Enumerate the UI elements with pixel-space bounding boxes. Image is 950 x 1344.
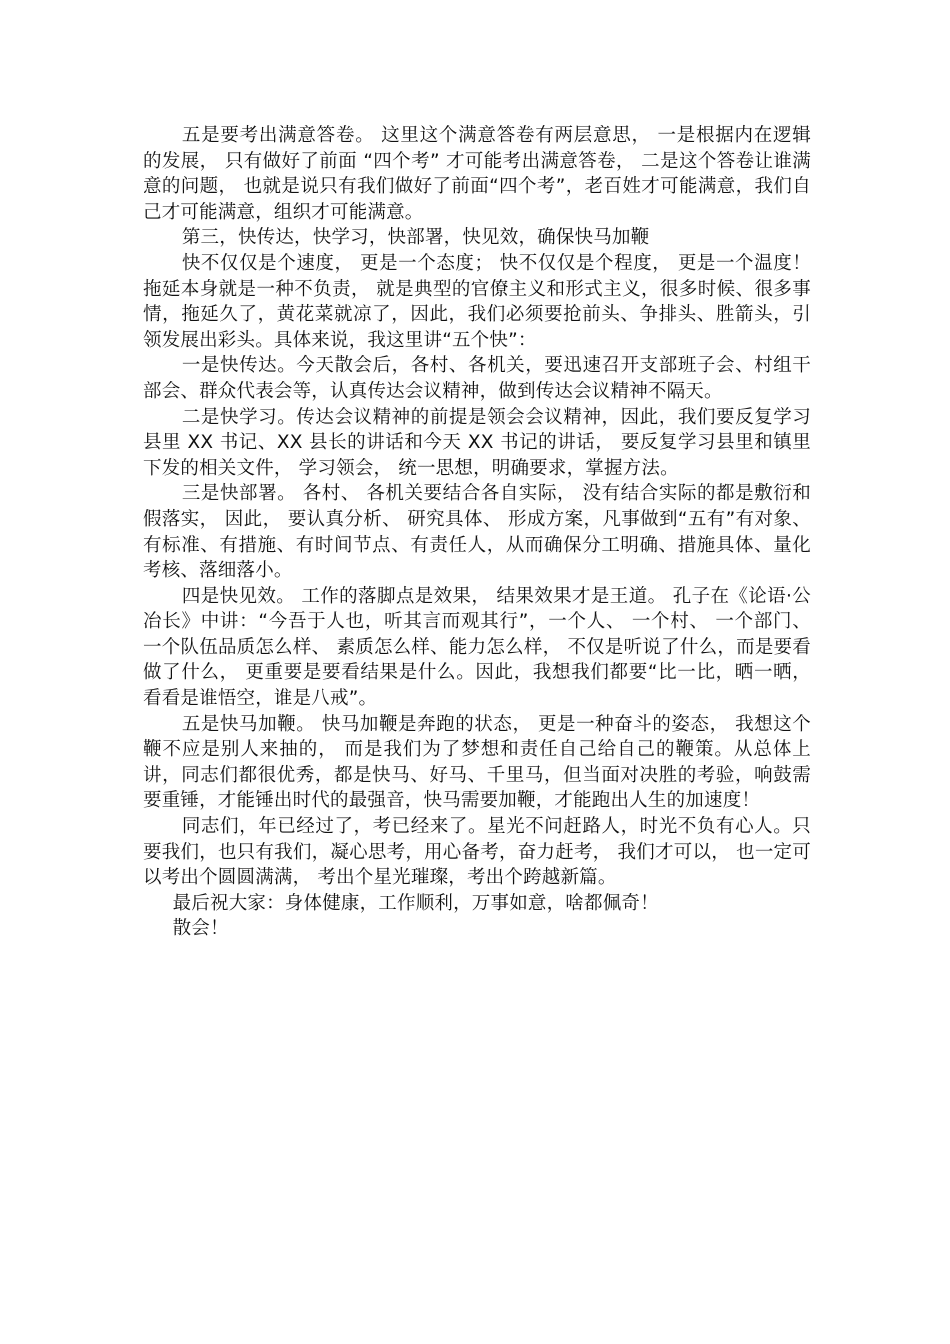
paragraph-meeting-adjourned: 散会！ [172,918,229,940]
paragraph-fast-study: 二是快学习。传达会议精神的前提是领会会议精神，因此，我们要反复学习县里 XX 书记、XX 县长的讲话和今天 XX 书记的讲话， 要反复学习县里和镇里下发的相关文件， 学习领会， 统一思想，明确要求，掌握方法。 [143,406,811,479]
section-heading-three: 第三，快传达，快学习，快部署，快见效，确保快马加鞭 [181,227,650,249]
paragraph-speed-attitude: 快不仅仅是个速度， 更是一个态度； 快不仅仅是个程度， 更是一个温度！ 拖延本身就是一种不负责， 就是典型的官僚主义和形式主义，很多时候、很多事情，拖延久了，黄花菜就凉了，因此，我们必须要抢前头、争排头、胜箭头，引领发展出彩头。具体来说，我这里讲“五个快”： [143,252,811,351]
paragraph-fast-deploy: 三是快部署。 各村、 各机关要结合各自实际， 没有结合实际的都是敷衍和假落实， 因此， 要认真分析、 研究具体、 形成方案，凡事做到“五有”有对象、有标准、有措施、有时间节点、有责任人，从而确保分工明确、措施具体、量化考核、落细落小。 [143,483,811,582]
paragraph-closing-wishes: 最后祝大家：身体健康，工作顺利，万事如意，啥都佩奇！ [172,892,659,914]
paragraph-comrades: 同志们，年已经过了，考已经来了。星光不问赶路人，时光不负有心人。只要我们，也只有我们，凝心思考，用心备考，奋力赶考， 我们才可以， 也一定可以考出个圆圆满满， 考出个星光璀璨，考出个跨越新篇。 [143,816,811,889]
paragraph-satisfactory-answer: 五是要考出满意答卷。 这里这个满意答卷有两层意思， 一是根据内在逻辑的发展， 只有做好了前面 “四个考” 才可能考出满意答卷， 二是这个答卷让谁满意的问题， 也就是说只有我们做好了前面“四个考”，老百姓才可能满意，我们自己才可能满意，组织才可能满意。 [143,125,811,223]
paragraph-fast-convey: 一是快传达。今天散会后，各村、各机关，要迅速召开支部班子会、村组干部会、群众代表会等，认真传达会议精神，做到传达会议精神不隔天。 [143,355,811,402]
paragraph-fast-results: 四是快见效。 工作的落脚点是效果， 结果效果才是王道。 孔子在《论语·公冶长》中讲：“今吾于人也，听其言而观其行”，一个人、 一个村、 一个部门、 一个队伍品质怎么样、 素质怎么样、能力怎么样， 不仅是听说了什么，而是要看做了什么， 更重要是要看结果是什么。因此，我想我们都要“比一比，晒一晒，看看是谁悟空，谁是八戒”。 [143,585,811,710]
document-body [143,123,811,942]
paragraph-fast-horse-whip: 五是快马加鞭。 快马加鞭是奔跑的状态， 更是一种奋斗的姿态， 我想这个鞭不应是别人来抽的， 而是我们为了梦想和责任自己给自己的鞭策。从总体上讲，同志们都很优秀，都是快马、好马、千里马，但当面对决胜的考验，响鼓需要重锤，才能锤出时代的最强音，快马需要加鞭，才能跑出人生的加速度！ [143,713,811,812]
